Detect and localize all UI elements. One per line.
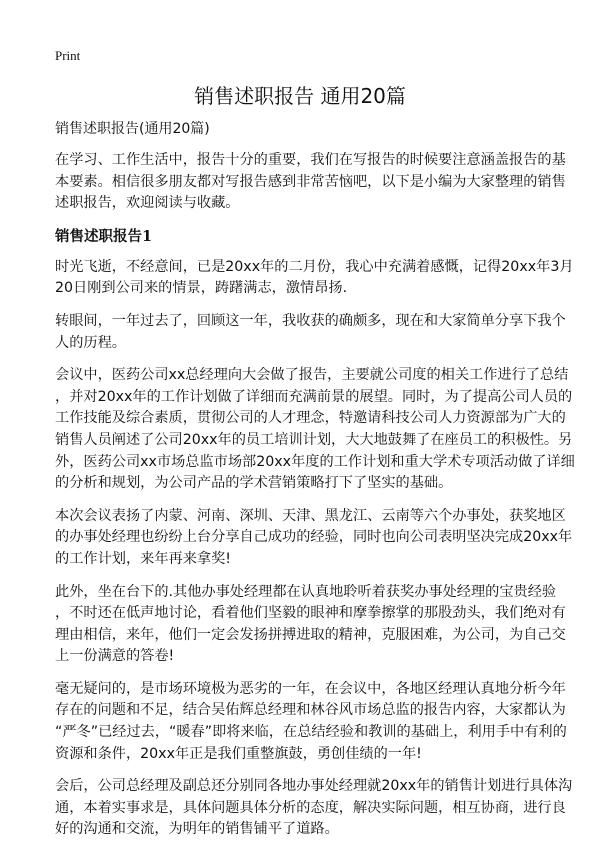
text-line: 本次会议表扬了内蒙、河南、深圳、天津、黑龙江、云南等六个办事处，获奖地区: [55, 507, 566, 524]
text-line: 理由相信，来年，他们一定会发扬拼搏进取的精神，克服困难，为公司，为自己交: [55, 626, 566, 643]
section-heading: 销售述职报告1: [55, 227, 153, 245]
body-paragraph: [55, 365, 575, 495]
body-paragraph: [55, 776, 573, 841]
body-paragraph: [55, 679, 567, 765]
text-line: 工作技能及综合素质，贯彻公司的人才理念，特邀请科技公司人力资源部为广大的: [55, 410, 566, 427]
text-line: 好的沟通和交流，为明年的销售铺平了道路。: [55, 821, 339, 838]
body-paragraph: [55, 506, 573, 571]
text-line: 会议中，医药公司xx总经理向大会做了报告，主要就公司度的相关工作进行了总结: [55, 367, 569, 384]
text-line: 通，本着实事求是，具体问题具体分析的态度，解决实际问题，相互协商，进行良: [55, 799, 566, 816]
text-line: 的工作计划，来年再来拿奖!: [55, 550, 231, 567]
text-line: 会后，公司总经理及副总还分别同各地办事处经理就20xx年的销售计划进行具体沟: [55, 778, 573, 795]
text-line: 述职报告，欢迎阅读与收藏。: [55, 195, 240, 212]
text-line: 毫无疑问的，是市场环境极为恶劣的一年，在会议中，各地区经理认真地分析今年: [55, 680, 566, 697]
text-line: 存在的问题和不足，结合吴佑辉总经理和林谷风市场总监的报告内容，大家都认为: [55, 702, 566, 719]
document-subtitle: 销售述职报告(通用20篇): [55, 121, 210, 137]
text-line: 的分析和规划，为公司产品的学术营销策略打下了坚实的基础。: [55, 475, 453, 492]
print-link[interactable]: Print: [55, 48, 81, 63]
text-line: 转眼间，一年过去了，回顾这一年，我收获的确颇多，现在和大家简单分享下我个: [55, 312, 566, 329]
document-body: [55, 119, 575, 852]
page-title: 销售述职报告 通用20篇: [194, 84, 406, 108]
text-line: ，不时还在低声地讨论，看着他们坚毅的眼神和摩拳擦掌的那股劲头，我们绝对有: [55, 605, 566, 622]
text-line: 资源和条件，20xx年正是我们重整旗鼓，勇创佳绩的一年!: [55, 745, 422, 762]
text-line: “严冬”已经过去，“暖春”即将来临，在总结经验和教训的基础上，利用手中有利的: [55, 724, 567, 741]
text-line: ，并对20xx年的工作计划做了详细而充满前景的展望。同时，为了提高公司人员的: [55, 388, 573, 405]
text-line: 销售人员阐述了公司20xx年的员工培训计划，大大地鼓舞了在座员工的积极性。另: [55, 431, 573, 448]
body-paragraph: [55, 257, 574, 300]
text-line: 时光飞逝，不经意间，已是20xx年的二月份，我心中充满着感慨，记得20xx年3月: [55, 258, 574, 275]
text-line: 20日刚到公司来的情景，踌躇满志，激情昂扬.: [55, 280, 348, 297]
text-line: 在学习、工作生活中，报告十分的重要，我们在写报告的时候要注意涵盖报告的基: [55, 152, 566, 168]
body-paragraph: [55, 311, 566, 354]
text-line: 上一份满意的答卷!: [55, 648, 175, 665]
text-line: 的办事处经理也纷纷上台分享自己成功的经验，同时也向公司表明坚决完成20xx年: [55, 529, 573, 546]
text-line: 本要素。相信很多朋友都对写报告感到非常苦恼吧，以下是小编为大家整理的销售: [55, 173, 566, 190]
body-paragraph: [55, 582, 566, 668]
text-line: 人的历程。: [55, 334, 126, 351]
intro-paragraph: [55, 150, 566, 215]
text-line: 外，医药公司xx市场总监市场部20xx年度的工作计划和重大学术专项活动做了详细: [55, 453, 575, 470]
section-paragraphs: [55, 257, 575, 841]
text-line: 此外，坐在台下的.其他办事处经理都在认真地聆听着获奖办事处经理的宝贵经验: [55, 583, 557, 600]
